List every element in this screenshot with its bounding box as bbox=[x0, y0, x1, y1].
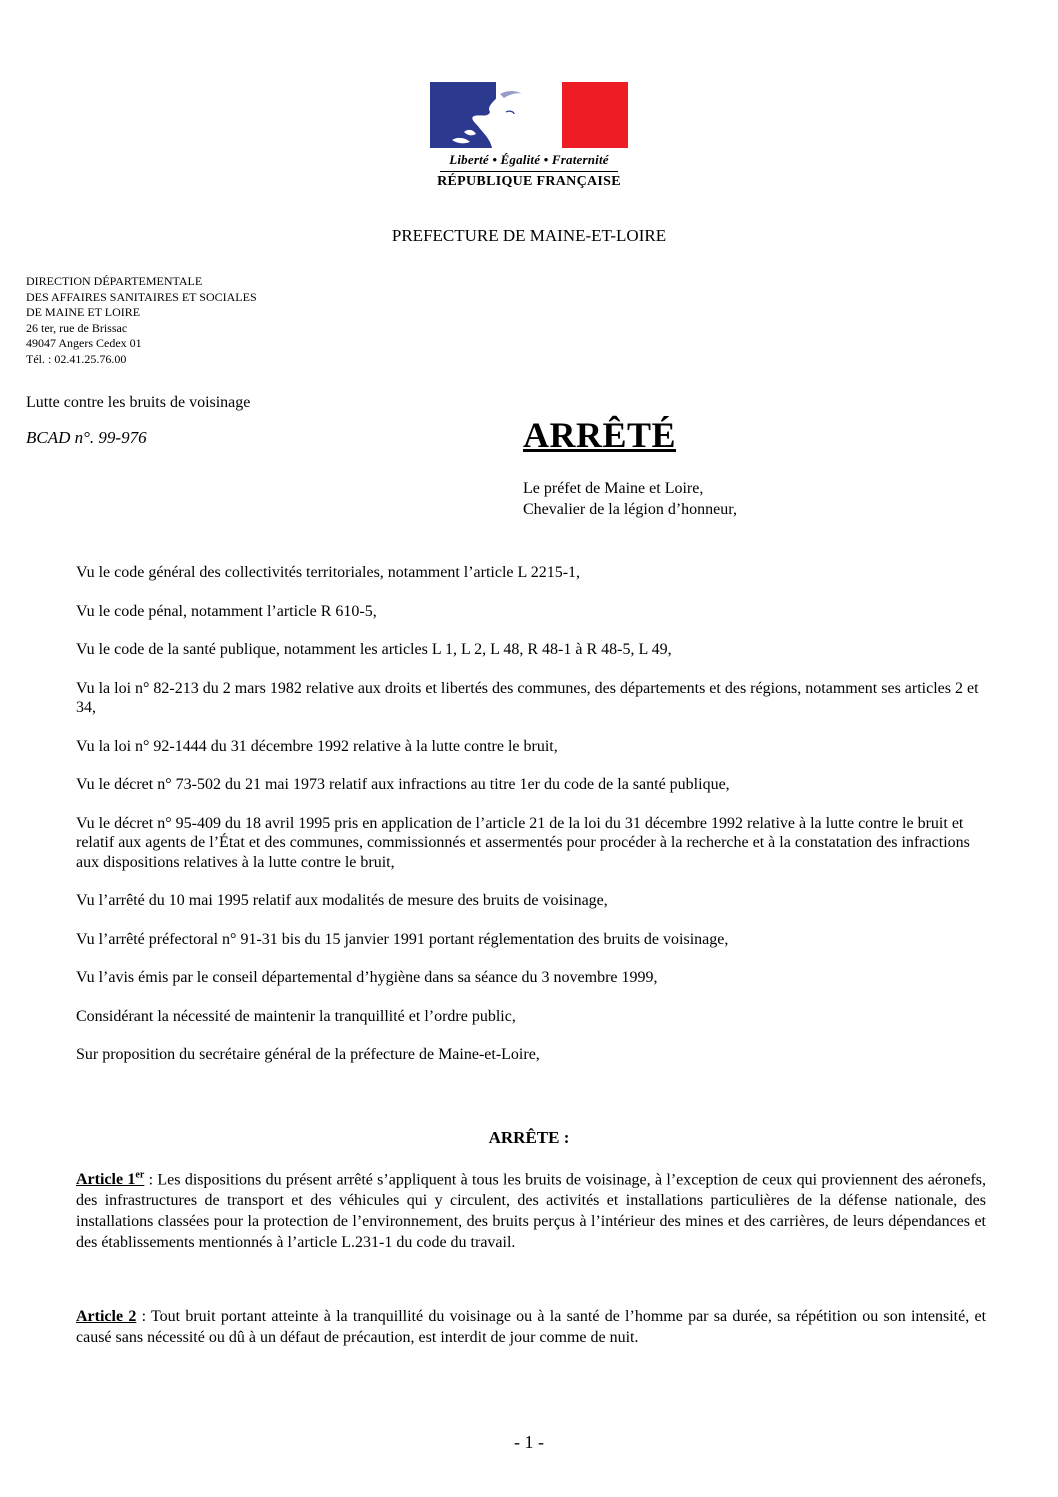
address-phone: Tél. : 02.41.25.76.00 bbox=[26, 351, 127, 366]
article-1-text: : Les dispositions du présent arrêté s’appliquent à tous les bruits de voisinage, à l’exception de ceux qui proviennent des aéronefs, des infrastructures de transport et des véhicules qui y circulent, des activités et installations particulières de la défense nationale, des installations classées pour la protection de l’environnement, des bruits perçus à l’intérieur des mines et des carrières, de leurs dépendances et des établissements mentionnés à l’article L.231-1 du code du travail. bbox=[76, 1171, 986, 1252]
marianne-profile-icon bbox=[430, 82, 628, 148]
article-1-ordinal: er bbox=[135, 1170, 145, 1181]
document-title: ARRÊTÉ bbox=[523, 415, 677, 455]
page-number: - 1 - bbox=[514, 1432, 544, 1452]
visa-item: Vu l’arrêté du 10 mai 1995 relatif aux modalités de mesure des bruits de voisinage, bbox=[76, 892, 608, 909]
document-reference: BCAD n°. 99-976 bbox=[26, 428, 147, 447]
republique-francaise: RÉPUBLIQUE FRANÇAISE bbox=[437, 174, 621, 189]
marianne-logo bbox=[430, 82, 628, 190]
decree-heading: ARRÊTE : bbox=[488, 1128, 570, 1147]
article-2 bbox=[76, 1306, 986, 1348]
article-2-text: : Tout bruit portant atteinte à la tranquillité du voisinage ou à la santé de l’homme par sa durée, sa répétition ou son intensité, et causé sans nécessité ou dû à un défaut de précaution, est interdit de jour comme de nuit. bbox=[76, 1308, 987, 1346]
document-subject: Lutte contre les bruits de voisinage bbox=[26, 394, 251, 411]
article-1 bbox=[76, 1165, 986, 1253]
article-1-label: Article 1er bbox=[76, 1170, 145, 1189]
visa-item: Vu le décret n° 95-409 du 18 avril 1995 pris en application de l’article 21 de la loi du 31 décembre 1992 relative à la lutte contre le bruit et relatif aux agents de l’État et des communes, commissionnés et assermentés pour procéder à la recherche et à la constatation des infractions aux dispositions relatives à la lutte contre le bruit, bbox=[76, 814, 970, 871]
prefet-title-line: Chevalier de la légion d’honneur, bbox=[523, 501, 737, 518]
prefet-line: Le préfet de Maine et Loire, bbox=[523, 480, 704, 497]
direction-line: DIRECTION DÉPARTEMENTALE bbox=[26, 274, 203, 288]
visas-list bbox=[76, 563, 986, 1065]
prefet-block bbox=[523, 478, 737, 520]
visa-item: Vu la loi n° 92-1444 du 31 décembre 1992 relative à la lutte contre le bruit, bbox=[76, 737, 558, 755]
tricolor-flag bbox=[430, 82, 628, 148]
direction-line: DES AFFAIRES SANITAIRES ET SOCIALES bbox=[26, 289, 257, 304]
logo-divider bbox=[440, 171, 618, 172]
prefecture-heading: PREFECTURE DE MAINE-ET-LOIRE bbox=[391, 226, 667, 245]
visa-item: Vu l’avis émis par le conseil départemental d’hygiène dans sa séance du 3 novembre 1999, bbox=[76, 969, 658, 986]
visa-item: Vu le décret n° 73-502 du 21 mai 1973 relatif aux infractions au titre 1er du code de la santé publique, bbox=[76, 776, 730, 793]
article-2-label: Article 2 bbox=[76, 1308, 137, 1325]
address-city: 49047 Angers Cedex 01 bbox=[26, 336, 142, 350]
republic-motto: Liberté • Égalité • Fraternité bbox=[449, 152, 609, 167]
visa-item: Vu le code général des collectivités territoriales, notamment l’article L 2215-1, bbox=[76, 564, 581, 581]
visa-item: Vu l’arrêté préfectoral n° 91-31 bis du 15 janvier 1991 portant réglementation des bruits de voisinage, bbox=[76, 930, 729, 948]
visa-item: Sur proposition du secrétaire général de la préfecture de Maine-et-Loire, bbox=[76, 1046, 540, 1063]
direction-address-block bbox=[26, 274, 257, 367]
direction-line: DE MAINE ET LOIRE bbox=[26, 305, 141, 319]
visa-item: Considérant la nécessité de maintenir la tranquillité et l’ordre public, bbox=[76, 1007, 516, 1025]
visa-item: Vu le code pénal, notamment l’article R 610-5, bbox=[76, 602, 377, 620]
visa-item: Vu le code de la santé publique, notamment les articles L 1, L 2, L 48, R 48-1 à R 48-5, L 49, bbox=[76, 641, 672, 658]
visa-item: Vu la loi n° 82-213 du 2 mars 1982 relative aux droits et libertés des communes, des départements et des régions, notamment ses articles 2 et 34, bbox=[76, 679, 979, 716]
address-street: 26 ter, rue de Brissac bbox=[26, 320, 128, 335]
